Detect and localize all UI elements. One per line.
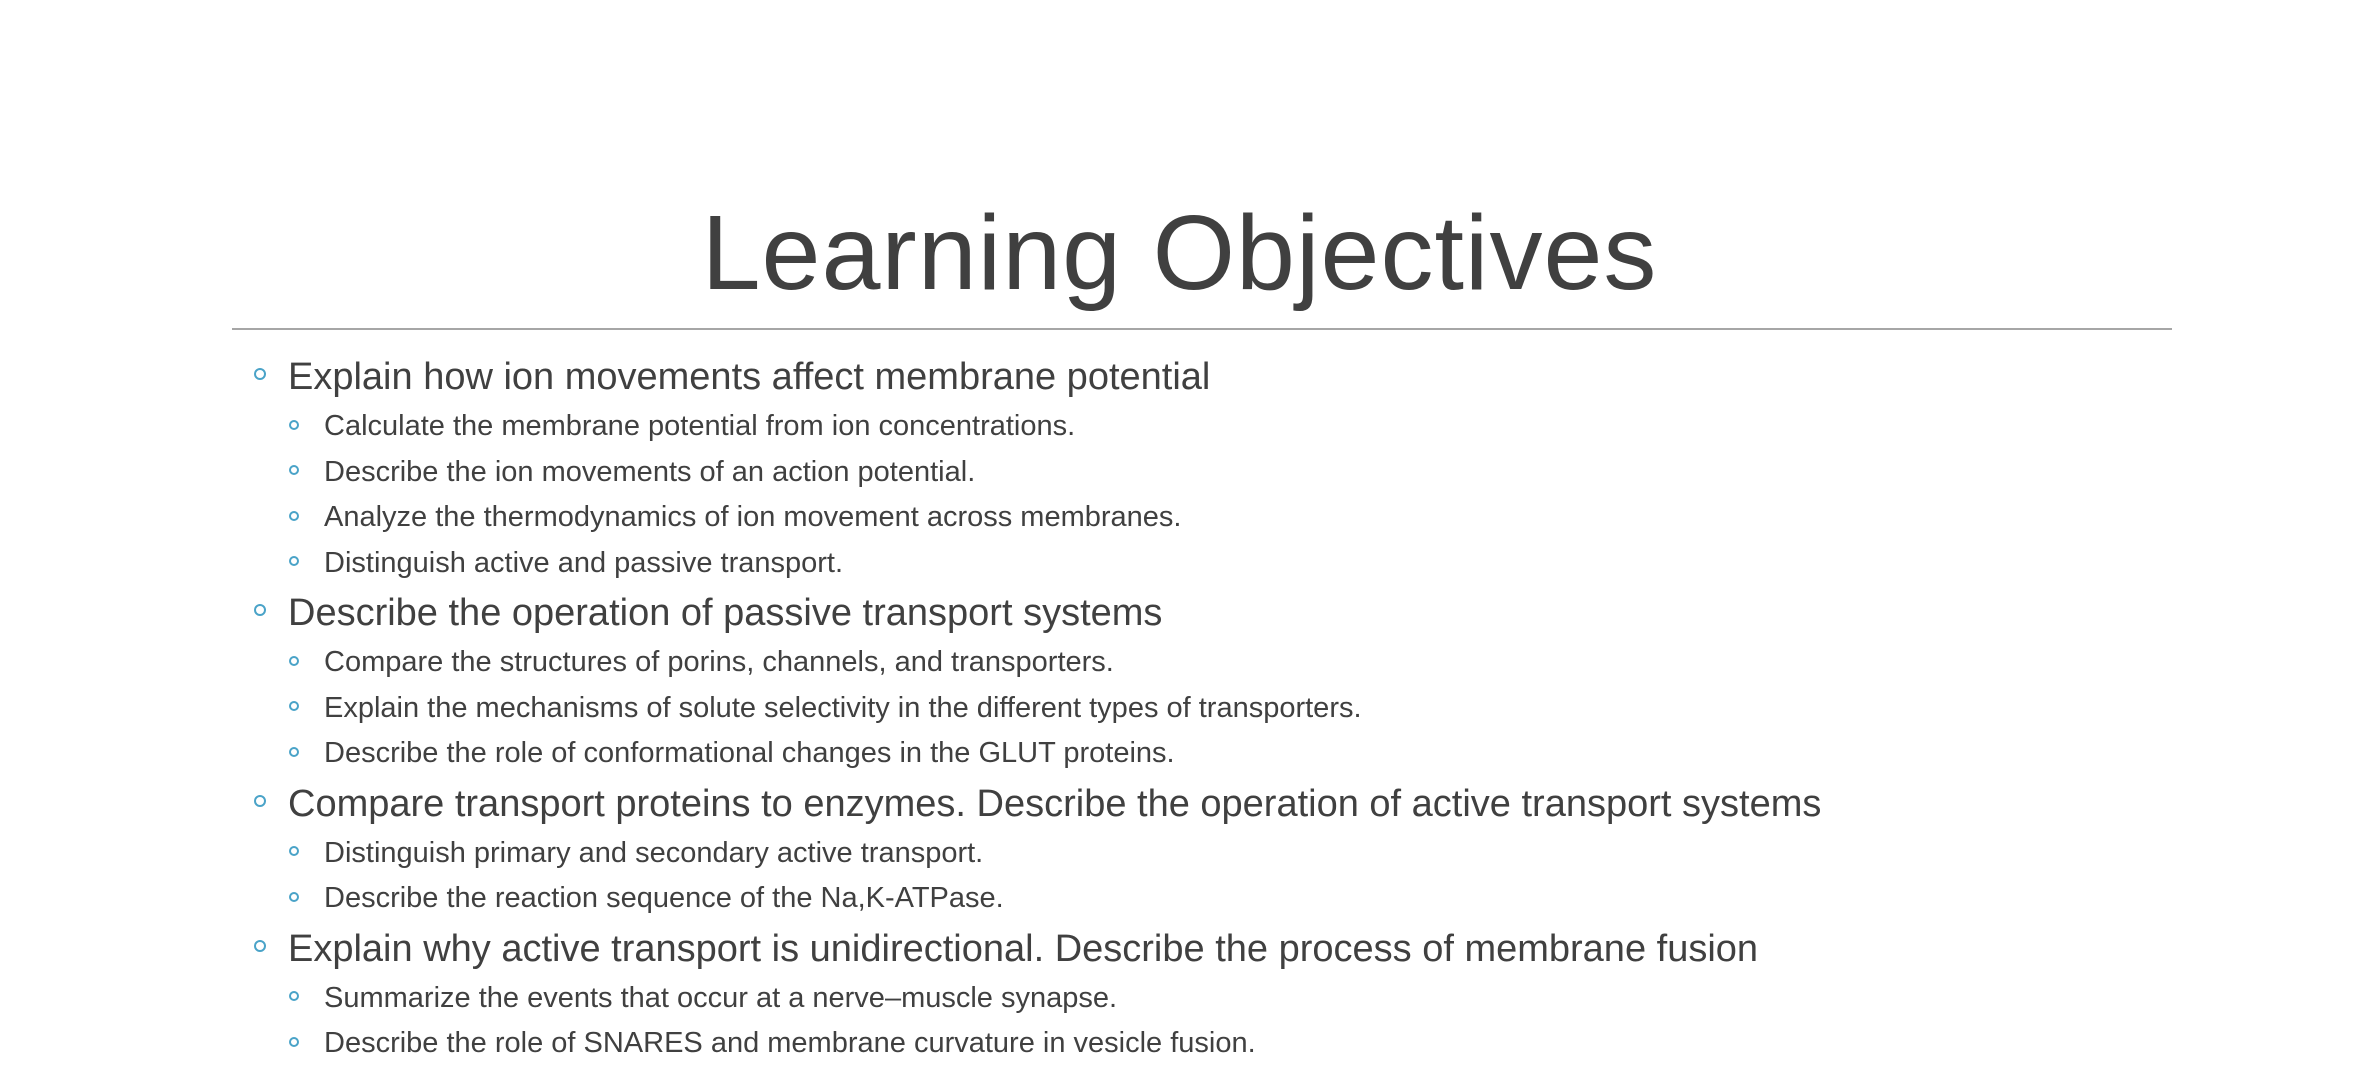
title-divider bbox=[232, 328, 2172, 330]
circle-bullet-icon bbox=[254, 940, 266, 952]
sub-objective-item bbox=[246, 686, 2146, 732]
sub-objective-text: Describe the role of SNARES and membrane curvature in vesicle fusion. bbox=[324, 1027, 1256, 1059]
objective-item bbox=[246, 777, 2146, 922]
objective-heading bbox=[246, 922, 2146, 976]
sub-objective-text: Calculate the membrane potential from ion concentrations. bbox=[324, 410, 1076, 442]
slide-title: Learning Objectives bbox=[701, 194, 1658, 312]
objectives-list bbox=[246, 350, 2146, 1067]
objective-text: Describe the operation of passive transport systems bbox=[288, 592, 1163, 634]
circle-bullet-icon bbox=[289, 991, 299, 1001]
sub-objective-item bbox=[246, 404, 2146, 450]
objective-item bbox=[246, 350, 2146, 586]
circle-bullet-icon bbox=[289, 892, 299, 902]
circle-bullet-icon bbox=[289, 656, 299, 666]
circle-bullet-icon bbox=[289, 511, 299, 521]
sub-objective-text: Compare the structures of porins, channels, and transporters. bbox=[324, 646, 1114, 678]
objective-text: Explain how ion movements affect membrane potential bbox=[288, 356, 1211, 398]
objective-item bbox=[246, 586, 2146, 777]
sub-objectives-list bbox=[246, 404, 2146, 586]
sub-objective-text: Describe the role of conformational changes in the GLUT proteins. bbox=[324, 737, 1175, 769]
sub-objectives-list bbox=[246, 976, 2146, 1067]
sub-objective-item bbox=[246, 495, 2146, 541]
objective-heading bbox=[246, 350, 2146, 404]
objective-text: Compare transport proteins to enzymes. Describe the operation of active transport systems bbox=[288, 782, 1822, 825]
sub-objective-text: Describe the ion movements of an action potential. bbox=[324, 455, 976, 488]
sub-objective-text: Distinguish active and passive transport. bbox=[324, 546, 844, 579]
objective-heading bbox=[246, 777, 2146, 831]
circle-bullet-icon bbox=[289, 701, 299, 711]
sub-objectives-list bbox=[246, 640, 2146, 777]
sub-objective-item bbox=[246, 640, 2146, 686]
objective-text: Explain why active transport is unidirectional. Describe the process of membrane fusion bbox=[288, 927, 1759, 970]
circle-bullet-icon bbox=[289, 1037, 299, 1047]
sub-objective-text: Summarize the events that occur at a nerve–muscle synapse. bbox=[324, 981, 1118, 1014]
sub-objective-item bbox=[246, 541, 2146, 587]
sub-objective-text: Describe the reaction sequence of the Na,K-ATPase. bbox=[324, 882, 1004, 914]
objective-heading bbox=[246, 586, 2146, 640]
circle-bullet-icon bbox=[254, 604, 266, 616]
circle-bullet-icon bbox=[289, 465, 299, 475]
circle-bullet-icon bbox=[254, 368, 266, 380]
sub-objective-item bbox=[246, 831, 2146, 877]
sub-objective-text: Analyze the thermodynamics of ion movement across membranes. bbox=[324, 501, 1182, 533]
circle-bullet-icon bbox=[289, 747, 299, 757]
sub-objective-text: Explain the mechanisms of solute selectivity in the different types of transporters. bbox=[324, 691, 1362, 724]
sub-objective-item bbox=[246, 1021, 2146, 1067]
circle-bullet-icon bbox=[289, 556, 299, 566]
sub-objective-item bbox=[246, 876, 2146, 922]
sub-objective-item bbox=[246, 731, 2146, 777]
objective-item bbox=[246, 922, 2146, 1067]
sub-objective-item bbox=[246, 976, 2146, 1022]
circle-bullet-icon bbox=[254, 795, 266, 807]
sub-objective-text: Distinguish primary and secondary active transport. bbox=[324, 836, 984, 869]
circle-bullet-icon bbox=[289, 846, 299, 856]
circle-bullet-icon bbox=[289, 420, 299, 430]
sub-objective-item bbox=[246, 450, 2146, 496]
sub-objectives-list bbox=[246, 831, 2146, 922]
